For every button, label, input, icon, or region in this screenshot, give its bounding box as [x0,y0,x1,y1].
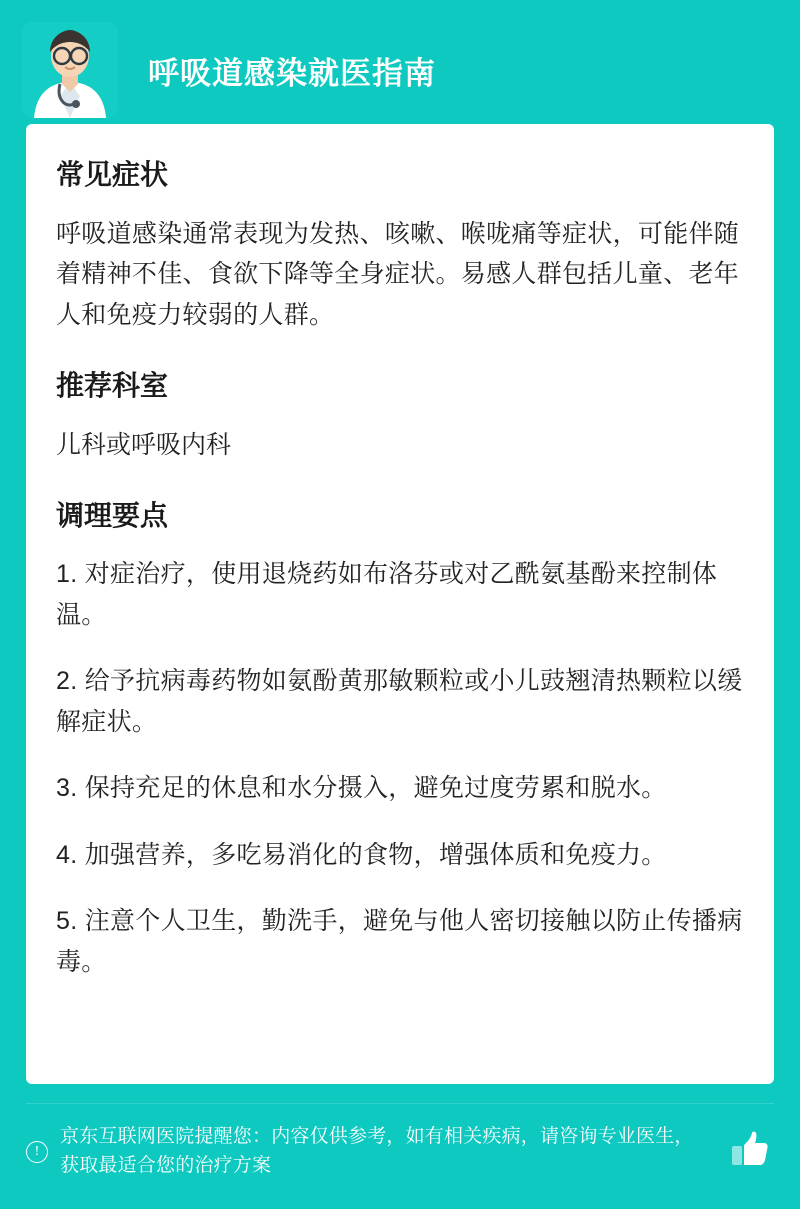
care-steps-list [56,554,744,982]
list-item: 2. 给予抗病毒药物如氨酚黄那敏颗粒或小儿豉翘清热颗粒以缓解症状。 [56,667,743,736]
list-item: 1. 对症治疗，使用退烧药如布洛芬或对乙酰氨基酚来控制体温。 [56,560,718,629]
list-item: 5. 注意个人卫生，勤洗手，避免与他人密切接触以防止传播病毒。 [56,907,743,976]
doctor-avatar-icon [22,22,118,118]
section-heading-department: 推荐科室 [56,370,169,402]
section-heading-care: 调理要点 [56,499,169,531]
section-text-department: 儿科或呼吸内科 [56,430,232,459]
section-heading-symptoms: 常见症状 [56,159,169,190]
page-title: 呼吸道感染就医指南 [148,56,436,91]
section-text-symptoms: 呼吸道感染通常表现为发热、咳嗽、喉咙痛等症状，可能伴随着精神不佳、食欲下降等全身症状。易感人群包括儿童、老年人和免疫力较弱的人群。 [56,219,740,329]
list-item: 4. 加强营养，多吃易消化的食物，增强体质和免疫力。 [56,840,667,869]
thumbs-up-icon[interactable] [726,1129,774,1174]
content-card [26,124,774,1084]
list-item: 3. 保持充足的休息和水分摄入，避免过度劳累和脱水。 [56,774,667,803]
disclaimer-text: 京东互联网医院提醒您：内容仅供参考，如有相关疾病，请咨询专业医生，获取最适合您的治疗方案 [60,1126,694,1176]
info-circle-icon: ! [26,1141,48,1163]
footer-disclaimer-bar [26,1103,774,1189]
